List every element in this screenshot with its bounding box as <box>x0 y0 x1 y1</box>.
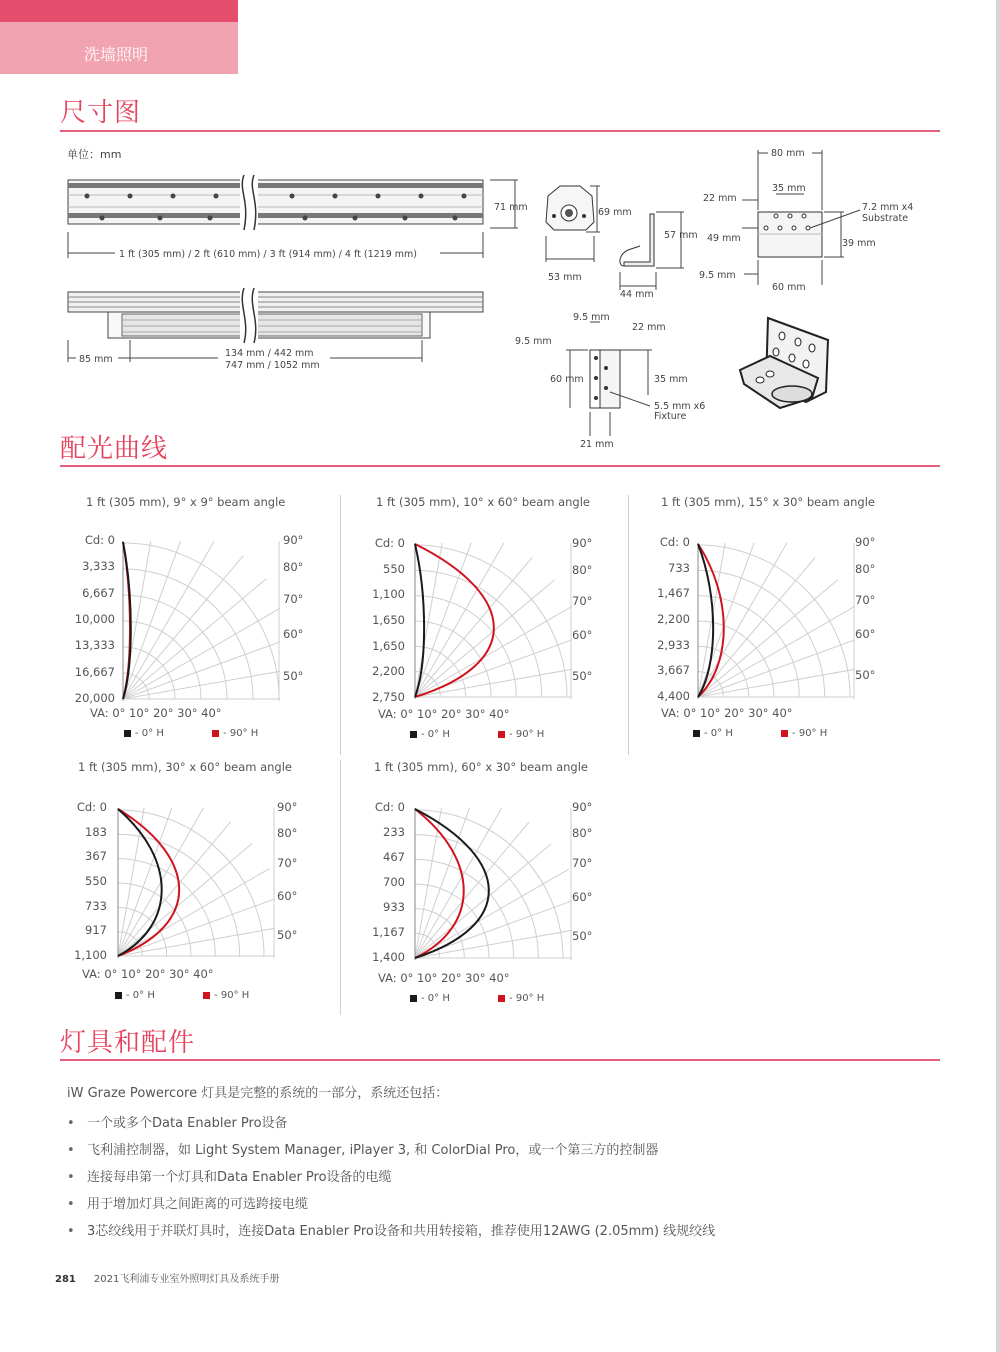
cd-tick-label: 183 <box>85 824 107 839</box>
series-90h-curve <box>118 809 179 956</box>
grid-radial <box>698 665 855 697</box>
cd-tick-label: 3,333 <box>82 559 115 574</box>
dim-69: 69 mm <box>598 207 632 218</box>
cd-tick-label: 2,200 <box>372 664 405 679</box>
bracket-side-view <box>620 212 698 300</box>
cd-tick-label: Cd: 0 <box>84 533 115 547</box>
chart-card <box>350 493 630 753</box>
section-title-photometry: 配光曲线 <box>60 434 169 464</box>
dim-57: 57 mm <box>664 230 698 241</box>
dim-f-22: 22 mm <box>632 322 666 333</box>
cd-tick-label: 1,100 <box>372 587 405 602</box>
cd-tick-label: 3,667 <box>657 663 690 678</box>
grid-radial <box>123 635 280 699</box>
chart-card <box>60 493 340 753</box>
section-rule <box>60 1059 940 1061</box>
cd-tick-label: 550 <box>383 561 405 576</box>
chart-legend <box>124 728 258 739</box>
chart-card <box>350 758 630 1018</box>
cd-tick-label: Cd: 0 <box>374 800 405 814</box>
angle-tick-label: 60° <box>283 627 304 642</box>
polar-plot <box>115 808 275 958</box>
dim-f-9-5b: 9.5 mm <box>515 336 552 347</box>
section-title-accessories: 灯具和配件 <box>60 1028 196 1058</box>
x-axis-labels: VA: 0° 10° 20° 30° 40° <box>661 706 793 720</box>
angle-tick-label: 60° <box>855 627 876 642</box>
dim-f-9-5a: 9.5 mm <box>573 312 610 323</box>
angle-tick-label: 60° <box>572 889 593 904</box>
legend-90h: - 90° H <box>792 728 828 739</box>
angle-tick-label: 50° <box>855 667 876 682</box>
chart-title: 1 ft (305 mm), 15° x 30° beam angle <box>661 495 876 509</box>
cd-tick-label: 2,750 <box>372 690 405 704</box>
angle-tick-label: 80° <box>572 562 593 577</box>
angle-tick-label: 90° <box>855 535 876 549</box>
page-footer <box>55 1270 279 1285</box>
unit-label: 单位：mm <box>67 148 122 161</box>
cd-tick-label: 1,167 <box>372 925 405 939</box>
chart-legend <box>115 990 249 1001</box>
chart-card <box>635 493 925 753</box>
angle-tick-label: 90° <box>572 536 593 550</box>
cd-tick-label: 733 <box>668 560 690 575</box>
chart-title: 1 ft (305 mm), 10° x 60° beam angle <box>376 495 591 509</box>
legend-swatch-90h <box>498 995 505 1002</box>
legend-90h: - 90° H <box>509 729 545 740</box>
cd-tick-label: Cd: 0 <box>659 535 690 549</box>
legend-90h: - 90° H <box>509 993 545 1004</box>
dimension-drawings <box>0 0 1000 470</box>
angle-tick-label: 50° <box>572 929 593 944</box>
legend-swatch-90h <box>498 731 505 738</box>
chart-title: 1 ft (305 mm), 9° x 9° beam angle <box>86 495 286 509</box>
chart-title: 1 ft (305 mm), 60° x 30° beam angle <box>374 760 589 774</box>
chart-legend <box>410 729 544 740</box>
legend-swatch-0h <box>693 730 700 737</box>
section-title-dimensions: 尺寸图 <box>60 98 142 128</box>
x-axis-labels: VA: 0° 10° 20° 30° 40° <box>90 706 222 720</box>
angle-tick-label: 70° <box>572 593 593 608</box>
cd-tick-label: 16,667 <box>74 664 115 679</box>
list-item: • 连接每串第一个灯具和Data Enabler Pro设备的电缆 <box>67 1164 715 1191</box>
angle-tick-label: 80° <box>277 825 298 840</box>
cd-tick-label: 1,650 <box>372 638 405 653</box>
legend-0h: - 0° H <box>421 729 450 740</box>
angle-tick-label: 50° <box>572 668 593 683</box>
x-axis-labels: VA: 0° 10° 20° 30° 40° <box>378 971 510 985</box>
cd-tick-label: 1,100 <box>74 948 107 962</box>
list-item: • 飞利浦控制器，如 Light System Manager, iPlayer 3, 和 ColorDial Pro，或一个第三方的控制器 <box>67 1137 715 1164</box>
chart-legend <box>410 993 544 1004</box>
dim-60: 60 mm <box>772 282 806 293</box>
legend-swatch-90h <box>212 730 219 737</box>
polar-plot <box>695 543 855 699</box>
dim-35: 35 mm <box>772 183 806 194</box>
grid-radial <box>118 926 275 956</box>
list-item: • 一个或多个Data Enabler Pro设备 <box>67 1110 715 1137</box>
cd-tick-label: 700 <box>383 875 405 889</box>
fixture-end-view <box>546 186 632 283</box>
legend-swatch-90h <box>203 992 210 999</box>
angle-tick-label: 70° <box>572 856 593 871</box>
cd-tick-label: 2,933 <box>657 637 690 652</box>
angle-tick-label: 90° <box>572 800 593 814</box>
angle-tick-label: 50° <box>283 669 304 683</box>
chart-divider <box>340 495 341 755</box>
cd-tick-label: 13,333 <box>74 638 115 653</box>
grid-radial <box>118 896 275 956</box>
legend-90h: - 90° H <box>214 990 250 1001</box>
chart-card <box>52 758 337 1018</box>
cd-tick-label: 733 <box>85 898 107 913</box>
cd-tick-label: Cd: 0 <box>76 800 107 814</box>
dim-f-21: 21 mm <box>580 439 614 450</box>
cd-tick-label: 6,667 <box>82 585 115 600</box>
dim-f-35: 35 mm <box>654 374 688 385</box>
cd-tick-label: 933 <box>383 900 405 914</box>
legend-0h: - 0° H <box>421 993 450 1004</box>
bracket-perspective-illustration <box>740 318 828 408</box>
angle-tick-label: 70° <box>283 592 304 607</box>
angle-tick-label: 60° <box>572 628 593 643</box>
dim-f-fixture: Fixture <box>654 411 687 422</box>
cd-tick-label: 10,000 <box>74 612 115 626</box>
dim-44: 44 mm <box>620 289 654 300</box>
cd-tick-label: Cd: 0 <box>374 536 405 550</box>
angle-tick-label: 80° <box>283 560 304 575</box>
dim-39: 39 mm <box>842 238 876 249</box>
polar-plot <box>412 543 572 699</box>
dim-71: 71 mm <box>494 202 528 213</box>
list-item: • 用于增加灯具之间距离的可选跨接电缆 <box>67 1191 715 1218</box>
chart-title: 1 ft (305 mm), 30° x 60° beam angle <box>78 760 293 774</box>
cd-tick-label: 1,650 <box>372 613 405 627</box>
legend-0h: - 0° H <box>704 728 733 739</box>
polar-plot <box>412 808 572 960</box>
legend-0h: - 0° H <box>126 990 155 1001</box>
dim-7-2: 7.2 mm x4 <box>862 202 914 213</box>
angle-tick-label: 90° <box>277 800 298 814</box>
dim-80: 80 mm <box>771 148 805 159</box>
angle-tick-label: 80° <box>855 561 876 576</box>
fixture-side-view <box>68 288 483 371</box>
cd-tick-label: 467 <box>383 850 405 864</box>
series-90h-curve <box>415 809 464 958</box>
cd-tick-label: 550 <box>85 874 107 888</box>
dim-53: 53 mm <box>548 272 582 283</box>
angle-tick-label: 70° <box>855 592 876 607</box>
dim-22: 22 mm <box>703 193 737 204</box>
cd-tick-label: 233 <box>383 825 405 839</box>
grid-radial <box>415 665 572 697</box>
accessories-intro: iW Graze Powercore 灯具是完整的系统的一部分，系统还包括： <box>67 1086 449 1101</box>
dim-mid2: 747 mm / 1052 mm <box>225 360 320 371</box>
dim-substrate: Substrate <box>862 213 909 224</box>
dim-lengths: 1 ft (305 mm) / 2 ft (610 mm) / 3 ft (914 mm) / 4 ft (1219 mm) <box>119 249 418 260</box>
grid-radial <box>123 541 187 699</box>
cd-tick-label: 20,000 <box>74 691 115 705</box>
dim-85: 85 mm <box>79 354 113 365</box>
legend-swatch-0h <box>115 992 122 999</box>
list-item: • 3芯绞线用于并联灯具时，连接Data Enabler Pro设备和共用转接箱，推荐使用12AWG (2.05mm) 线规绞线 <box>67 1218 715 1245</box>
cd-tick-label: 917 <box>85 923 107 938</box>
cd-tick-label: 1,467 <box>657 586 690 601</box>
chart-legend <box>693 728 827 739</box>
cd-tick-label: 2,200 <box>657 612 690 626</box>
series-0h-curve <box>118 809 162 956</box>
x-axis-labels: VA: 0° 10° 20° 30° 40° <box>82 967 214 981</box>
angle-tick-label: 80° <box>572 825 593 840</box>
angle-tick-label: 60° <box>277 888 298 903</box>
section-rule <box>60 465 940 467</box>
legend-swatch-0h <box>124 730 131 737</box>
angle-tick-label: 90° <box>283 533 304 547</box>
chart-divider <box>340 760 341 1015</box>
footer-text: 2021飞利浦专业室外照明灯具及系统手册 <box>93 1274 280 1285</box>
legend-swatch-90h <box>781 730 788 737</box>
angle-tick-label: 70° <box>277 855 298 870</box>
cd-tick-label: 367 <box>85 849 107 864</box>
cd-tick-label: 4,400 <box>657 689 690 703</box>
accessories-list <box>67 1110 715 1245</box>
dim-f-5-5: 5.5 mm x6 <box>654 401 706 412</box>
legend-swatch-0h <box>410 995 417 1002</box>
angle-tick-label: 50° <box>277 927 298 942</box>
dim-mid1: 134 mm / 442 mm <box>225 348 314 359</box>
bracket-plate-view <box>699 148 913 293</box>
fixture-front-view <box>68 175 528 260</box>
bracket-fixture-view <box>515 312 705 450</box>
x-axis-labels: VA: 0° 10° 20° 30° 40° <box>378 707 510 721</box>
polar-plot <box>120 541 280 701</box>
legend-90h: - 90° H <box>223 728 259 739</box>
legend-swatch-0h <box>410 731 417 738</box>
legend-0h: - 0° H <box>135 728 164 739</box>
page-number: 281 <box>55 1274 76 1285</box>
dim-49: 49 mm <box>707 233 741 244</box>
dim-9-5: 9.5 mm <box>699 270 736 281</box>
banner-label: 洗墙照明 <box>84 45 149 64</box>
dim-f-60: 60 mm <box>550 374 584 385</box>
cd-tick-label: 1,400 <box>372 950 405 964</box>
